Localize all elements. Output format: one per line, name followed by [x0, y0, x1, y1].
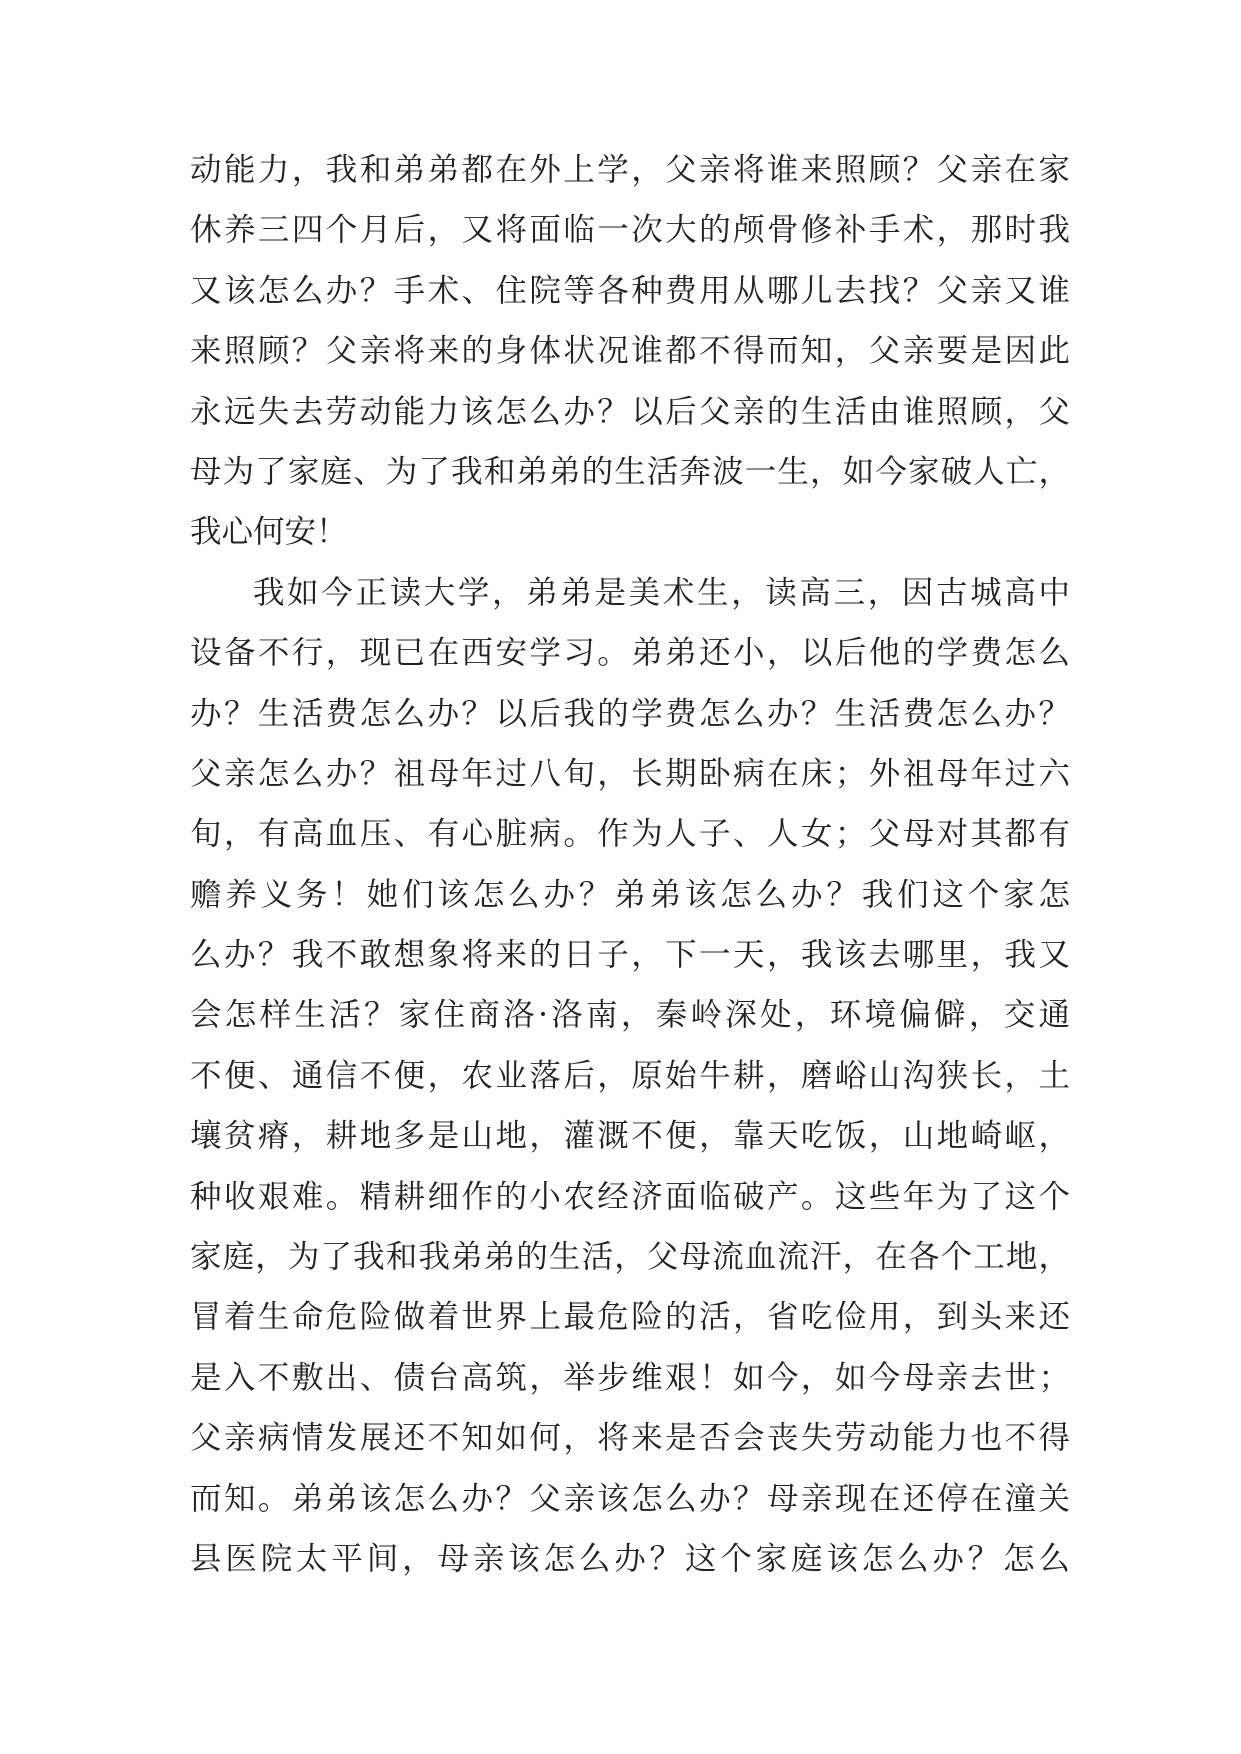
text-line: 办？生活费怎么办？以后我的学费怎么办？生活费怎么办？: [190, 695, 1070, 732]
text-line: 会怎样生活？家住商洛·洛南，秦岭深处，环境偏僻，交通: [190, 997, 1070, 1034]
text-line: 父亲怎么办？祖母年过八旬，长期卧病在床；外祖母年过六: [190, 755, 1070, 792]
text-line: 休养三四个月后，又将面临一次大的颅骨修补手术，那时我: [190, 212, 1070, 249]
text-line: 么办？我不敢想象将来的日子，下一天，我该去哪里，我又: [190, 937, 1070, 974]
text-line: 赡养义务！她们该怎么办？弟弟该怎么办？我们这个家怎: [190, 876, 1070, 913]
text-line: 我心何安！: [190, 514, 348, 551]
paragraph-1: [190, 140, 1070, 563]
text-line: 我如今正读大学，弟弟是美术生，读高三，因古城高中: [253, 574, 1070, 611]
text-line: 旬，有高血压、有心脏病。作为人子、人女；父母对其都有: [190, 816, 1070, 853]
text-line: 母为了家庭、为了我和弟弟的生活奔波一生，如今家破人亡，: [190, 453, 1070, 490]
text-line: 壤贫瘠，耕地多是山地，灌溉不便，靠天吃饭，山地崎岖，: [190, 1118, 1070, 1155]
text-line: 永远失去劳动能力该怎么办？以后父亲的生活由谁照顾，父: [190, 393, 1070, 430]
text-line: 不便、通信不便，农业落后，原始牛耕，磨峪山沟狭长，土: [190, 1057, 1070, 1094]
text-line: 是入不敷出、债台高筑，举步维艰！如今，如今母亲去世；: [190, 1359, 1070, 1396]
text-line: 又该怎么办？手术、住院等各种费用从哪儿去找？父亲又谁: [190, 272, 1070, 309]
text-line: 父亲病情发展还不知如何，将来是否会丧失劳动能力也不得: [190, 1420, 1070, 1457]
paragraph-2: [190, 563, 1070, 1590]
text-line: 来照顾？父亲将来的身体状况谁都不得而知，父亲要是因此: [190, 333, 1070, 370]
text-line: 冒着生命危险做着世界上最危险的活，省吃俭用，到头来还: [190, 1299, 1070, 1336]
text-line: 而知。弟弟该怎么办？父亲该怎么办？母亲现在还停在潼关: [190, 1480, 1070, 1517]
text-line: 种收艰难。精耕细作的小农经济面临破产。这些年为了这个: [190, 1178, 1070, 1215]
text-line: 动能力，我和弟弟都在外上学，父亲将谁来照顾？父亲在家: [190, 152, 1070, 188]
text-line: 设备不行，现已在西安学习。弟弟还小，以后他的学费怎么: [190, 635, 1070, 672]
document-body: [190, 140, 1070, 1589]
text-line: 家庭，为了我和我弟弟的生活，父母流血流汗，在各个工地，: [190, 1239, 1070, 1276]
text-line: 县医院太平间，母亲该怎么办？这个家庭该怎么办？怎么: [190, 1540, 1070, 1577]
